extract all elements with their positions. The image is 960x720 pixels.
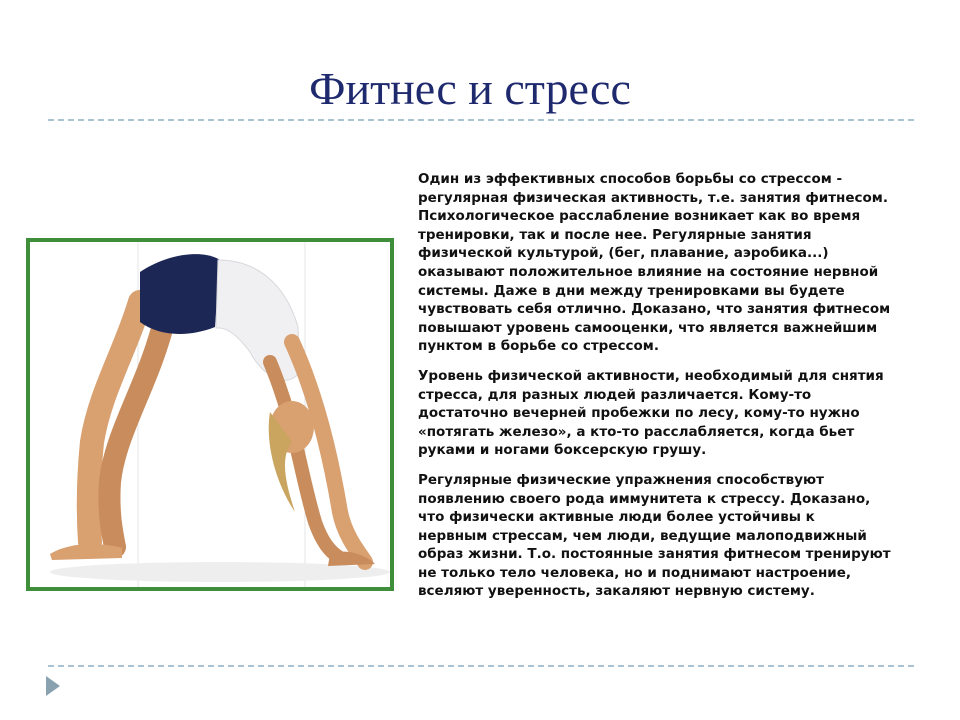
bottom-divider xyxy=(48,665,914,667)
exercise-photo xyxy=(26,238,394,591)
body-text xyxy=(418,170,948,612)
top-divider xyxy=(48,119,914,121)
slide-title: Фитнес и стресс xyxy=(309,63,631,114)
play-triangle-icon[interactable] xyxy=(46,676,60,696)
paragraph-3: Регулярные физические упражнения способствуют появлению своего рода иммунитета к стрессу. Доказано, что физически активные люди более устойчивы к нервным стрессам, чем люди, ведущие малоподвижный образ жизни. Т.о. постоянные занятия фитнесом тренируют не только тело человека, но и поднимают настроение, вселяют уверенность, закаляют нервную систему. xyxy=(418,471,891,600)
bridge-pose-illustration xyxy=(30,242,390,587)
paragraph-2: Уровень физической активности, необходимый для снятия стресса, для разных людей различается. Кому-то достаточно вечерней пробежки по лесу, кому-то нужно «потягать железо», а кто-то расслабляется, когда бьет руками и ногами боксерскую грушу. xyxy=(418,367,884,459)
paragraph-1: Один из эффективных способов борьбы со стрессом - регулярная физическая активность, т.е. занятия фитнесом. Психологическое расслабление возникает как во время тренировки, так и после нее. Регулярные занятия физической культурой, (бег, плавание, аэробика...) оказывают положительное влияние на состояние нервной системы. Даже в дни между тренировками вы будете чувствовать себя отлично. Доказано, что занятия фитнесом повышают уровень самооценки, что является важнейшим пунктом в борьбе со стрессом. xyxy=(418,171,891,355)
